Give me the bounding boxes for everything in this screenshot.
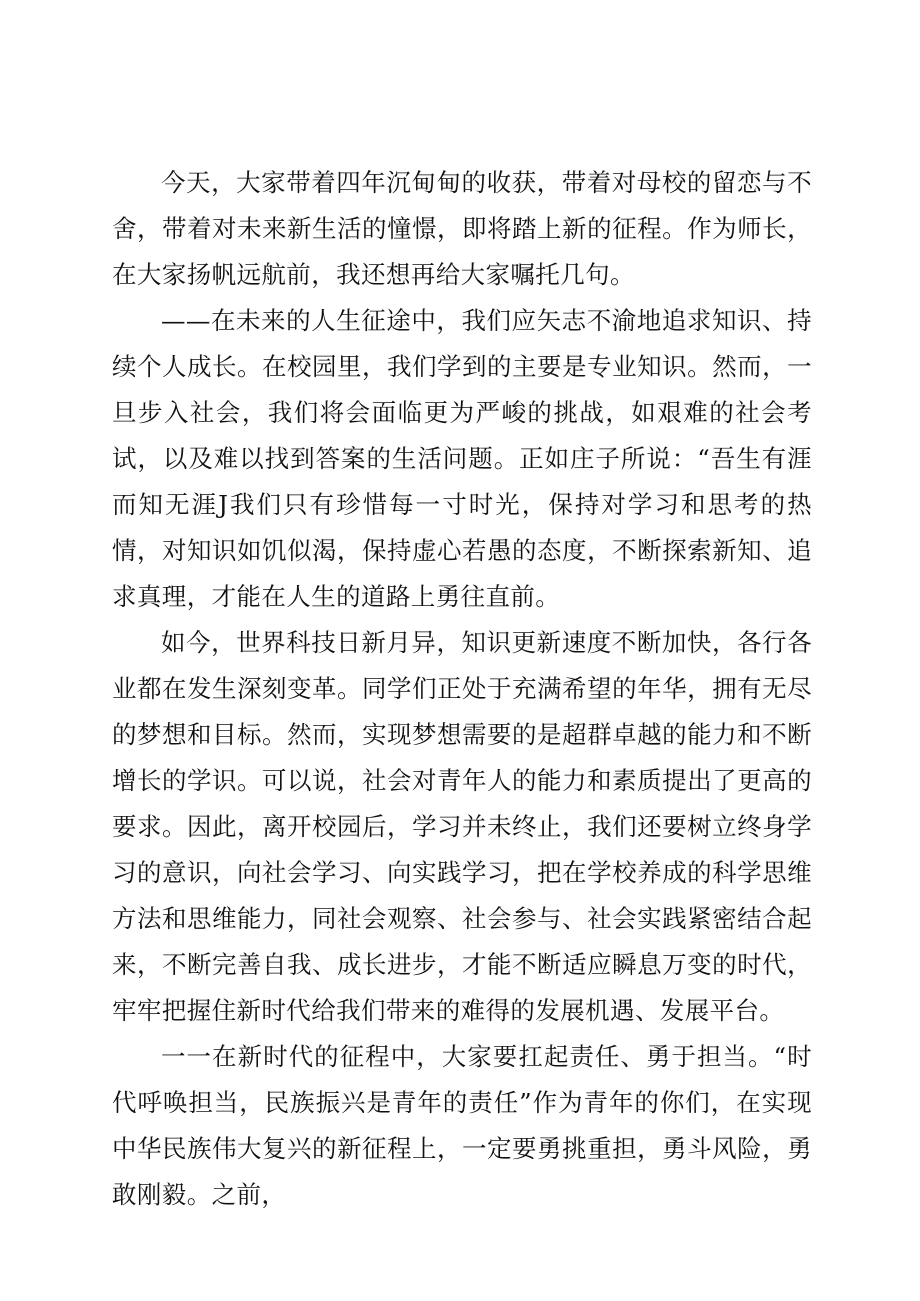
paragraph-1: 今天，大家带着四年沉甸甸的收获，带着对母校的留恋与不舍，带着对未来新生活的憧憬，即将踏上新的征程。作为师长，在大家扬帆远航前，我还想再给大家嘱托几句。 — [112, 168, 812, 289]
paragraph-3: 如今，世界科技日新月异，知识更新速度不断加快，各行各业都在发生深刻变革。同学们正处于充满希望的年华，拥有无尽的梦想和目标。然而，实现梦想需要的是超群卓越的能力和不断增长的学识。可以说，社会对青年人的能力和素质提出了更高的要求。因此，离开校园后，学习并未终止，我们还要树立终身学习的意识，向社会学习、向实践学习，把在学校养成的科学思维方法和思维能力，同社会观察、社会参与、社会实践紧密结合起来，不断完善自我、成长进步，才能不断适应瞬息万变的时代，牢牢把握住新时代给我们带来的难得的发展机遇、发展平台。 — [112, 628, 812, 1025]
paragraph-4: 一一在新时代的征程中，大家要扛起责任、勇于担当。“时代呼唤担当，民族振兴是青年的责任”作为青年的你们，在实现中华民族伟大复兴的新征程上，一定要勇挑重担，勇斗风险，勇敢刚毅。之前， — [112, 1042, 812, 1209]
document-body — [112, 160, 812, 1218]
paragraph-2: ——在未来的人生征途中，我们应矢志不渝地追求知识、持续个人成长。在校园里，我们学到的主要是专业知识。然而，一旦步入社会，我们将会面临更为严峻的挑战，如艰难的社会考试，以及难以找到答案的生活问题。正如庄子所说：“吾生有涯而知无涯J我们只有珍惜每一寸时光，保持对学习和思考的热情，对知识如饥似渴，保持虚心若愚的态度，不断探索新知、追求真理，才能在人生的道路上勇往直前。 — [112, 306, 812, 611]
